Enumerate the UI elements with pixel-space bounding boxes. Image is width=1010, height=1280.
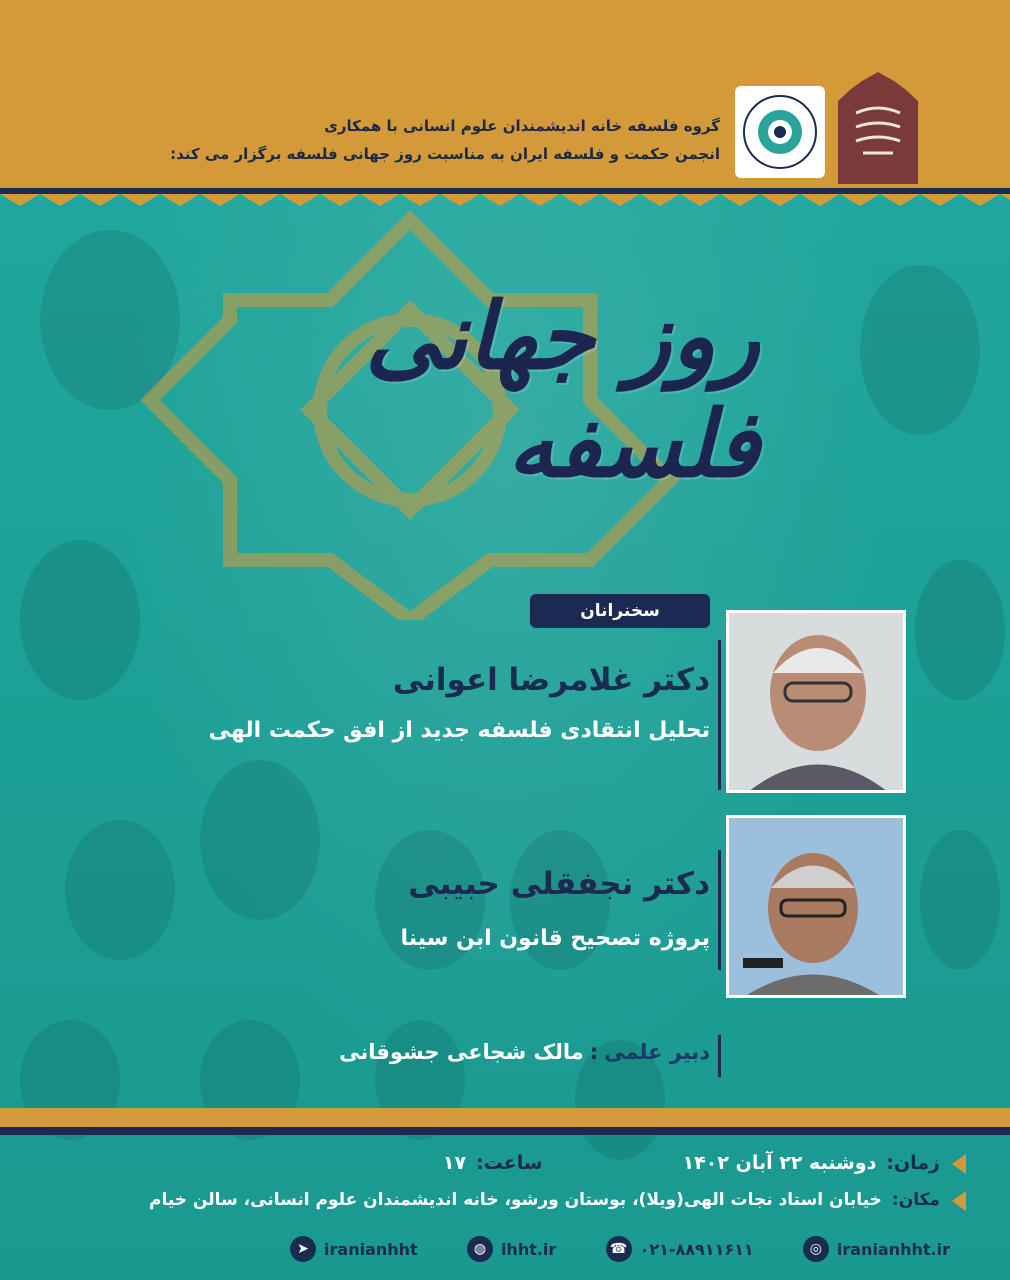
scientific-editor [339,1040,710,1064]
hour-value: ۱۷ [442,1152,467,1174]
organizer-text [120,112,720,168]
time-label: زمان: [886,1152,940,1174]
phone-icon: ☎ [606,1236,632,1262]
website-url: ihht.ir [500,1239,557,1259]
house-calligraphy-icon [848,93,908,163]
time-date: دوشنبه ۲۲ آبان ۱۴۰۲ [682,1152,877,1174]
website-link[interactable] [467,1236,556,1262]
editor-name: مالک شجاعی جشوقانی [339,1040,584,1064]
time-row [443,1152,940,1174]
time-arrow-icon [952,1154,966,1174]
speakers-label: سخنرانان [530,594,710,628]
place-address: خیابان استاد نجات الهی(ویلا)، بوستان ورشو، خانه اندیشمندان علوم انسانی، سالن خیام [149,1190,882,1210]
organizer-line-1: گروه فلسفه خانه اندیشمندان علوم انسانی با همکاری [324,117,720,135]
organizer-line-2: انجمن حکمت و فلسفه ایران به مناسبت روز جهانی فلسفه برگزار می کند: [170,145,720,163]
telegram-handle: iranianhht [324,1239,418,1259]
instagram-link[interactable] [803,1236,950,1262]
place-row [149,1190,940,1210]
editor-divider [718,1035,721,1077]
contact-footer [290,1234,950,1264]
event-title: روز جهانی فلسفه [365,282,760,498]
instagram-icon: ◎ [803,1236,829,1262]
header-border [0,188,1010,212]
editor-label: دبیر علمی [604,1040,710,1064]
speaker-1-divider [718,640,721,790]
ips-seal-icon [740,92,820,172]
editor-separator: : [589,1040,599,1064]
divider-navy-band [0,1127,1010,1135]
phone-number: ۰۲۱-۸۸۹۱۱۶۱۱ [639,1239,754,1259]
telegram-icon: ➤ [290,1236,316,1262]
hour-label: ساعت: [476,1152,543,1174]
speaker-2-name: دکتر نجفقلی حبیبی [408,866,710,902]
speaker-1-name: دکتر غلامرضا اعوانی [392,662,710,698]
speaker-1-photo [726,610,906,793]
globe-icon: ◍ [467,1236,493,1262]
place-arrow-icon [952,1191,966,1211]
speaker-2-topic: پروژه تصحیح قانون ابن سینا [400,926,710,951]
iranian-philosophical-society-logo [735,86,825,178]
speaker-2-photo [726,815,906,998]
speaker-1-topic: تحلیل انتقادی فلسفه جدید از افق حکمت الهی [208,718,710,743]
place-label: مکان: [891,1190,940,1210]
phone-link[interactable] [606,1236,754,1262]
telegram-link[interactable] [290,1236,418,1262]
speaker-2-divider [718,850,721,970]
instagram-handle: iranianhht.ir [836,1239,950,1259]
